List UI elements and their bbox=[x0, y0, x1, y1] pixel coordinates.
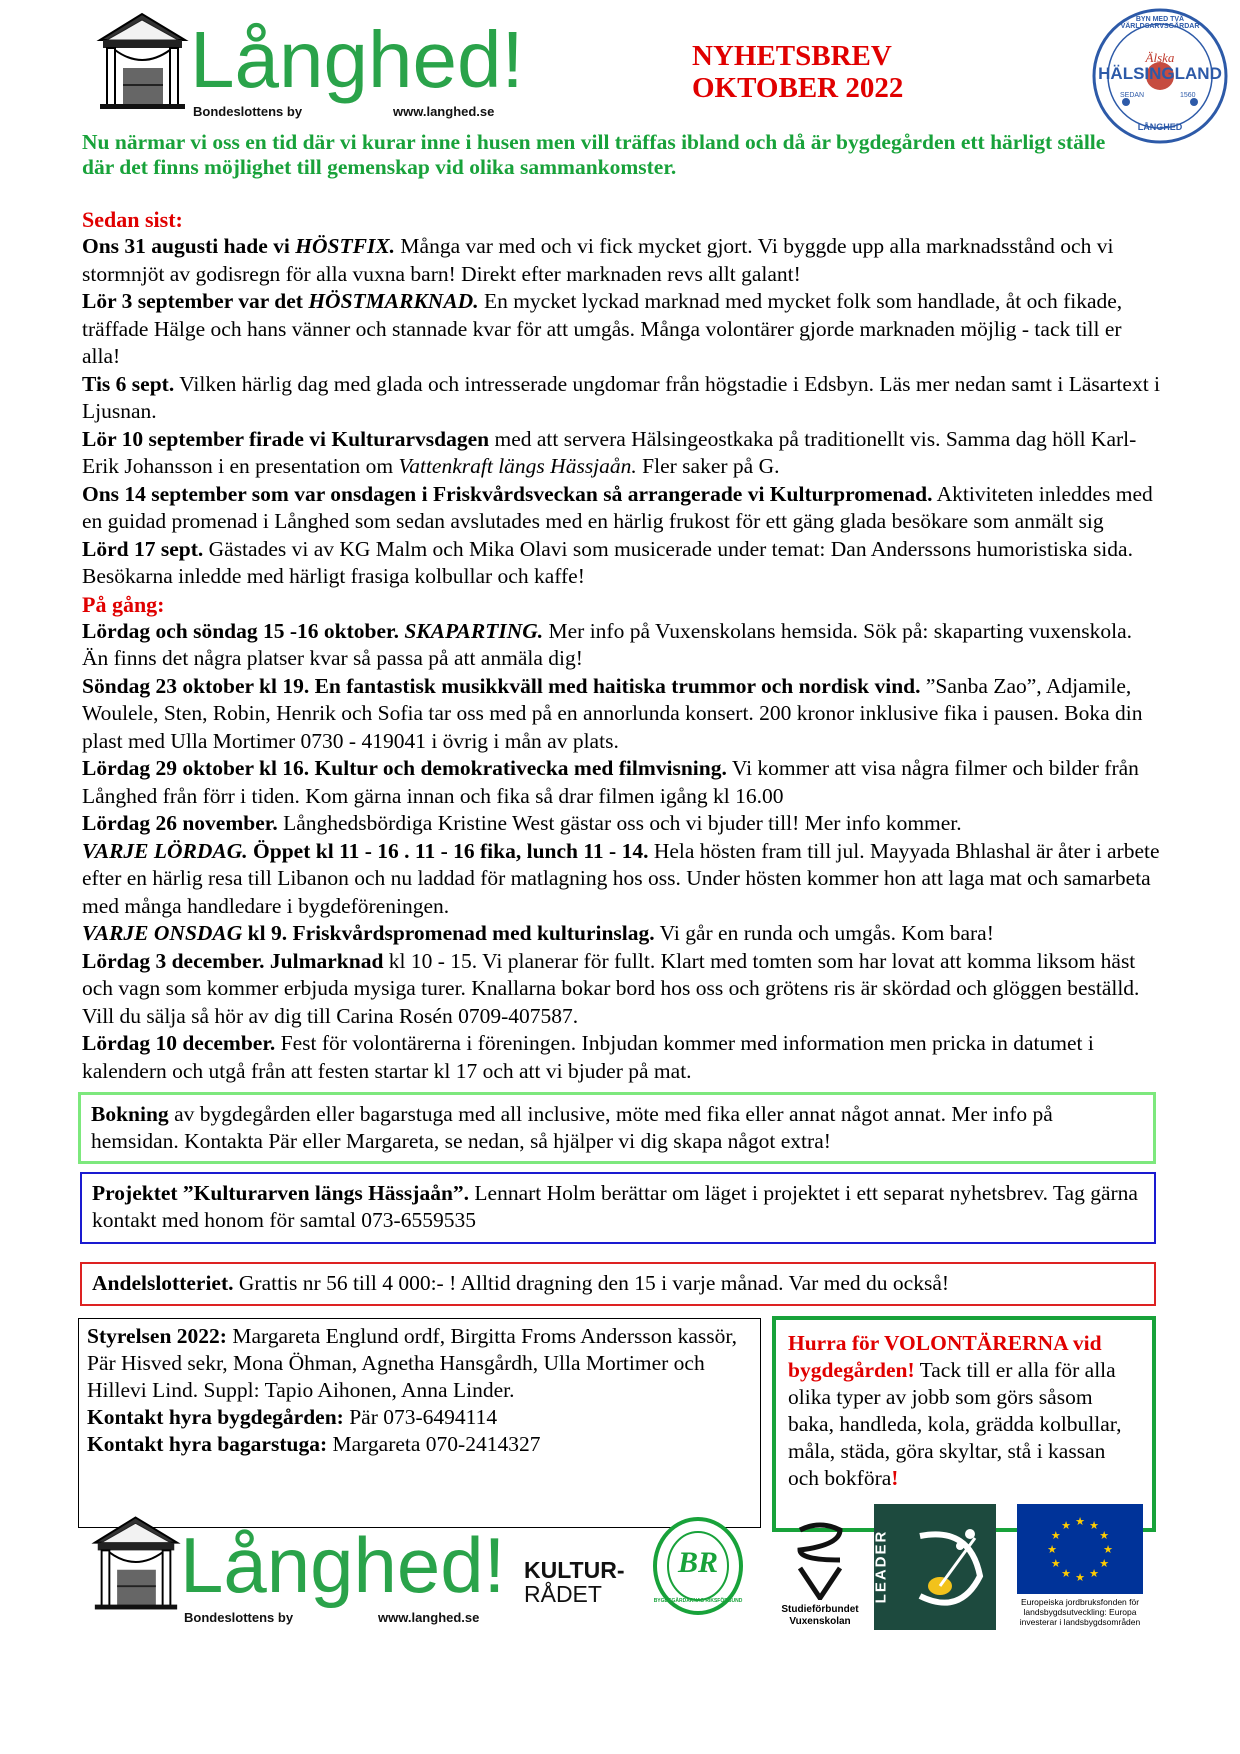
intro-text: Nu närmar vi oss en tid där vi kurar inne i husen men vill träffas ibland och då är bygdegården ett härligt ställe där det finns möjlighet till gemenskap vid olika sammankomster. bbox=[82, 130, 1106, 179]
bondeslott-house-icon bbox=[90, 1512, 182, 1612]
eu-star-icon: ★ bbox=[1075, 1516, 1085, 1528]
eu-star-icon: ★ bbox=[1061, 1568, 1071, 1581]
list-item: VARJE LÖRDAG. Öppet kl 11 - 16 . 11 - 16 fika, lunch 11 - 14. Hela hösten fram till jul. Mayyada Bhlashal är åter i arbete efter en härlig resa till Libanon och nu laddad för matlagning hos oss. Under hösten kommer hon att laga mat och samarbeta med många handledare i bygdeföreningen. bbox=[82, 838, 1160, 918]
board-box: Styrelsen 2022: Margareta Englund ordf, Birgitta Froms Andersson kassör, Pär Hisved sekr, Mona Öhman, Agnetha Hansgårdh, Ulla Mortimer och Hillevi Lind. Suppl: Tapio Aihonen, Anna Linder. Kontakt hyra bygdegården: Pär 073-6494114 Kontakt hyra bagarstuga: Margareta 070-2414327 bbox=[78, 1318, 761, 1528]
eu-star-icon: ★ bbox=[1050, 1558, 1061, 1570]
list-item: Söndag 23 oktober kl 19. En fantastisk musikkväll med haitiska trummor och nordisk vind. ”Sanba Zao”, Adjamile, Woulele, Sten, Robin, Henrik och Sofia tar oss med på en annorlunda konsert. 200 kronor inklusive fika i pausen. Boka din plast med Ulla Mortimer 0730 - 419041 i övrig i mån av plats. bbox=[82, 673, 1143, 753]
logo-right-sub: www.langhed.se bbox=[378, 1610, 480, 1625]
eu-star-icon: ★ bbox=[1103, 1544, 1113, 1556]
seal-main-text: HÄLSINGLAND bbox=[1098, 64, 1222, 83]
logo-right-sub: www.langhed.se bbox=[393, 104, 495, 119]
list-item: Lör 10 september firade vi Kulturarvsdagen med att servera Hälsingeostkaka på traditionellt vis. Samma dag höll Karl-Erik Johansson i en presentation om Vattenkraft längs Hässjaån. Fler saker på G. bbox=[82, 426, 1137, 478]
main-content bbox=[82, 206, 1162, 1085]
eu-flag-icon bbox=[1017, 1504, 1143, 1594]
eu-star-icon: ★ bbox=[1089, 1568, 1099, 1581]
eu-star-icon: ★ bbox=[1047, 1544, 1057, 1556]
eu-star-icon: ★ bbox=[1075, 1572, 1085, 1584]
langhed-logo-text: Långhed! bbox=[180, 1521, 506, 1609]
langhed-logo-text: Långhed! bbox=[190, 15, 524, 104]
bygdegardarna-logo bbox=[652, 1516, 744, 1616]
halsingland-seal bbox=[1090, 6, 1230, 146]
leader-text: LEADER bbox=[872, 1529, 890, 1604]
list-item: Lörd 17 sept. Gästades vi av KG Malm och Mika Olavi som musicerade under temat: Dan Anderssons humoristiska sida. Besökarna inledde med härligt frasiga kolbullar och kaffe! bbox=[82, 536, 1133, 588]
seal-right-text: 1560 bbox=[1180, 92, 1196, 99]
booking-box: Bokning av bygdegården eller bagarstuga med all inclusive, möte med fika eller annat något annat. Mer info på hemsidan. Kontakta Pär eller Margareta, se nedan, så hjälper vi dig skapa något extra! bbox=[78, 1092, 1156, 1164]
list-item: Lördag 3 december. Julmarknad kl 10 - 15. Vi planerar för fullt. Klart med tomten som har lovat att komma liksom häst och vagn som kommer erbjuda mysiga turer. Knallarna bokar bord hos oss och grötens ris är skördad och glöggen beställd. Vill du sälja så hör av dig till Carina Rosén 0709-407587. bbox=[82, 948, 1140, 1028]
newsletter-title-1: NYHETSBREV bbox=[692, 40, 892, 72]
footer-logos bbox=[0, 1500, 1240, 1640]
logo-left-sub: Bondeslottens by bbox=[184, 1610, 294, 1625]
list-item: Ons 14 september som var onsdagen i Friskvårdsveckan så arrangerade vi Kulturpromenad. Aktiviteten inleddes med en guidad promenad i Långhed som sedan avslutades med en härlig frukost för ett gäng glada besökare som anmält sig bbox=[82, 481, 1153, 533]
list-item: Lördag 26 november. Långhedsbördiga Kristine West gästar oss och vi bjuder till! Mer info kommer. bbox=[82, 811, 962, 835]
eu-star-icon: ★ bbox=[1089, 1519, 1099, 1532]
eu-star-icon: ★ bbox=[1099, 1530, 1110, 1542]
list-item: Lördag och söndag 15 -16 oktober. SKAPARTING. Mer info på Vuxenskolans hemsida. Sök på: skaparting vuxenskola. Än finns det några platser kvar så passa på att anmäla dig! bbox=[82, 618, 1133, 670]
eu-star-icon: ★ bbox=[1061, 1519, 1071, 1532]
list-item: VARJE ONSDAG kl 9. Friskvårdspromenad med kulturinslag. Vi går en runda och umgås. Kom bara! bbox=[82, 921, 994, 945]
seal-bottom-text: LÅNGHED bbox=[1137, 122, 1183, 132]
vuxenskolan-logo bbox=[770, 1520, 870, 1630]
list-item: Lördag 29 oktober kl 16. Kultur och demokrativecka med filmvisning. Vi kommer att visa några filmer och bilder från Långhed från förr i tiden. Kom gärna innan och fika så drar filmen igång kl 16.00 bbox=[82, 756, 1139, 808]
seal-top-text: BYN MED TVÅ VÄRLDSARVSGÅRDAR bbox=[1120, 16, 1200, 30]
header bbox=[0, 0, 1240, 130]
eu-star-icon: ★ bbox=[1099, 1558, 1110, 1570]
sv-line1: Studieförbundet bbox=[781, 1604, 859, 1615]
bondeslott-house-icon bbox=[95, 10, 190, 110]
list-item: Lördag 10 december. Fest för volontärerna i föreningen. Inbjudan kommer med information men pricka in datumet i kalendern och utgå från att festen startar kl 17 och att vi bjuder på mat. bbox=[82, 1031, 1094, 1083]
seal-script-text: Älska bbox=[1145, 50, 1175, 65]
logo-left-sub: Bondeslottens by bbox=[193, 104, 303, 119]
newsletter-title-2: OKTOBER 2022 bbox=[692, 72, 904, 104]
volunteer-box: Hurra för VOLONTÄRERNA vid bygdegården! Tack till er alla för alla olika typer av jobb som görs såsom baka, handleda, kola, grädda kolbullar, måla, städa, göra skyltar, stå i kassan och bokföra! bbox=[772, 1316, 1156, 1532]
sv-line2: Vuxenskolan bbox=[789, 1616, 851, 1627]
list-item: Tis 6 sept. Vilken härlig dag med glada och intresserade ungdomar från högstadie i Edsbyn. Läs mer nedan samt i Läsartext i Ljusnan. bbox=[82, 371, 1161, 423]
section-heading-sedan-sist: Sedan sist: bbox=[82, 207, 183, 232]
project-box: Projektet ”Kulturarven längs Hässjaån”. Lennart Holm berättar om läget i projektet i ett separat nyhetsbrev. Tag gärna kontakt med honom för samtal 073-6559535 bbox=[80, 1172, 1156, 1244]
eu-logo bbox=[1015, 1504, 1145, 1644]
leader-logo bbox=[874, 1504, 996, 1630]
list-item: Ons 31 augusti hade vi HÖSTFIX. Många var med och vi fick mycket gjort. Vi byggde upp alla marknadsstånd och vi stormnjöt av godisregn för alla vuxna barn! Direkt efter marknaden revs allt galant! bbox=[82, 234, 1114, 286]
section-heading-pa-gang: På gång: bbox=[82, 591, 165, 617]
bygd-letters: BR bbox=[677, 1546, 719, 1579]
sv-emblem-icon bbox=[790, 1520, 850, 1600]
kulturradet-logo: KULTUR- RÅDET bbox=[524, 1557, 625, 1607]
lottery-box: Andelslotteriet. Grattis nr 56 till 4 000:- ! Alltid dragning den 15 i varje månad. Var med du också! bbox=[80, 1262, 1156, 1306]
eu-caption: Europeiska jordbruksfonden för landsbygdsutveckling: Europa investerar i landsbygdsområden bbox=[1019, 1597, 1141, 1627]
seal-left-text: SEDAN bbox=[1120, 92, 1145, 99]
leader-plant-icon bbox=[900, 1516, 990, 1616]
bygd-ring-text: BYGDEGÅRDARNAS RIKSFÖRBUND bbox=[653, 1598, 743, 1604]
eu-star-icon: ★ bbox=[1050, 1530, 1061, 1542]
list-item: Lör 3 september var det HÖSTMARKNAD. En mycket lyckad marknad med mycket folk som handlade, åt och fikade, träffade Hälge och hans vänner och stannade kvar för att umgås. Många volontärer gjorde marknaden möjlig - tack till er alla! bbox=[82, 289, 1123, 368]
